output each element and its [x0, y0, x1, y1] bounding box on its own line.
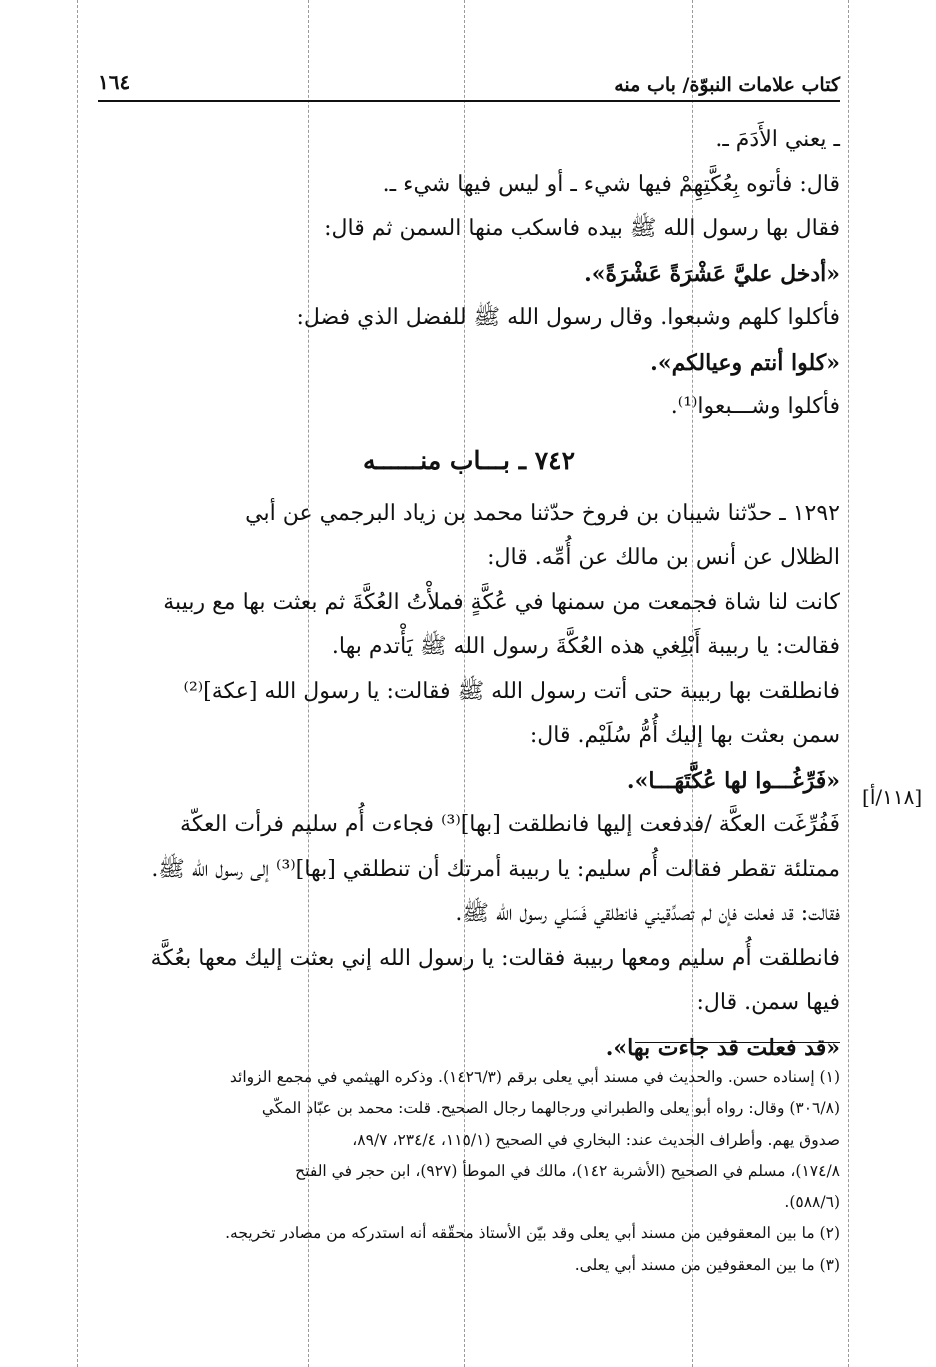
- footnote-line: (٥٨٨/٦).: [784, 1193, 840, 1212]
- hadith-line: فيها سمن. قال:: [696, 990, 840, 1015]
- text-line: فأكلوا كلهم وشبعوا. وقال رسول الله ﷺ للفضل الذي فضل:: [296, 305, 840, 330]
- main-text: [98, 118, 840, 1070]
- hadith-line: كانت لنا شاة فجمعت من سمنها في عُكَّةٍ فملأْتُ العُكَّةَ ثم بعثت بها مع ربيبة: [163, 589, 840, 615]
- hadith-line: فانطلقت أُم سليم ومعها ربيبة فقالت: يا رسول الله إني بعثت إليك معها بعُكَّة: [150, 945, 840, 971]
- running-title: كتاب علامات النبوّة/ باب منه: [614, 74, 840, 96]
- text-line: قال: فأتوه بِعُكَّتِهِمْ فيها شيء ـ أو ليس فيها شيء ـ.: [382, 171, 840, 197]
- page-header: [98, 62, 840, 102]
- text-line: فأكلوا وشـــبعوا⁽¹⁾.: [670, 394, 840, 419]
- footnote-line: صدوق يهم. وأطراف الحديث عند: البخاري في الصحيح (١١٥/١، ٢٣٤/٤، ٨٩/٧،: [352, 1130, 840, 1149]
- hadith-line: فقالت: قد فعلت فإن لم تصدِّقيني فانطلقي فَسَلي رسول الله ﷺ.: [455, 901, 840, 926]
- footnote-divider: [635, 1042, 840, 1043]
- hadith-line: فقالت: يا ربيبة أَبْلِغي هذه العُكَّةَ رسول الله ﷺ يَأْتدم بها.: [331, 634, 840, 659]
- page-number: ١٦٤: [98, 70, 131, 94]
- footnote-line: (٣٠٦/٨) وقال: رواه أبو يعلى والطبراني ورجالهما رجال الصحيح. قلت: محمد بن عبّاد المكّي: [261, 1099, 840, 1118]
- footnote-line: ١٧٤/٨)، مسلم في الصحيح (الأشربة ١٤٢)، مالك في الموطأ (٩٢٧)، ابن حجر في الفتح: [295, 1161, 840, 1180]
- hadith-line: فَفُرِّغَت العكَّة /فدفعت إليها فانطلقت [بها]⁽³⁾ فجاءت أُم سليم فرأت العكّة: [180, 812, 840, 837]
- quote-line: «أدخل عليَّ عَشْرَةً عَشْرَةً».: [584, 260, 840, 287]
- chapter-heading: ٧٤٢ ـ بـــاب منــــــه: [362, 445, 576, 475]
- quote-line: «فَرِّغُـــوا لها عُكَّتَهَـــا».: [626, 767, 840, 794]
- hadith-line: ممتلئة تقطر فقالت أُم سليم: يا ربيبة أمرتك أن تنطلقي [بها]⁽³⁾ إلى رسول الله ﷺ.: [151, 856, 840, 882]
- footnotes: [98, 1062, 840, 1281]
- hadith-line: سمن بعثت بها إليك أُمُّ سُلَيْم. قال:: [529, 723, 840, 748]
- footnote-line: (١) إسناده حسن. والحديث في مسند أبي يعلى برقم (١٤٢٦/٣). وذكره الهيثمي في مجمع الزوائد: [229, 1068, 840, 1086]
- hadith-line: الظلال عن أنس بن مالك عن أُمِّه. قال:: [487, 545, 840, 570]
- footnote-line: (٣) ما بين المعقوفين من مسند أبي يعلى.: [574, 1255, 840, 1274]
- footnote-line: (٢) ما بين المعقوفين من مسند أبي يعلى وقد بيّن الأستاذ محقّقه أنه استدركه من مصادر تخريجه.: [225, 1224, 840, 1243]
- manuscript-folio-note: [١١٨/أ]: [862, 785, 923, 809]
- hadith-line: فانطلقت بها ربيبة حتى أتت رسول الله ﷺ فقالت: يا رسول الله [عكة]⁽²⁾: [183, 678, 840, 704]
- page-guide-line: [848, 0, 849, 1367]
- page-guide-line: [77, 0, 78, 1367]
- quote-line: «كلوا أنتم وعيالكم».: [650, 349, 840, 376]
- hadith-line: ١٢٩٢ ـ حدّثنا شيبان بن فروخ حدّثنا محمد بن زياد البرجمي عن أبي: [245, 500, 840, 526]
- text-line: فقال بها رسول الله ﷺ بيده فاسكب منها السمن ثم قال:: [324, 216, 840, 241]
- text-line: ـ يعني الأَدَمَ ـ.: [715, 127, 840, 152]
- quote-line: «قد فعلت قد جاءت بها».: [605, 1034, 840, 1061]
